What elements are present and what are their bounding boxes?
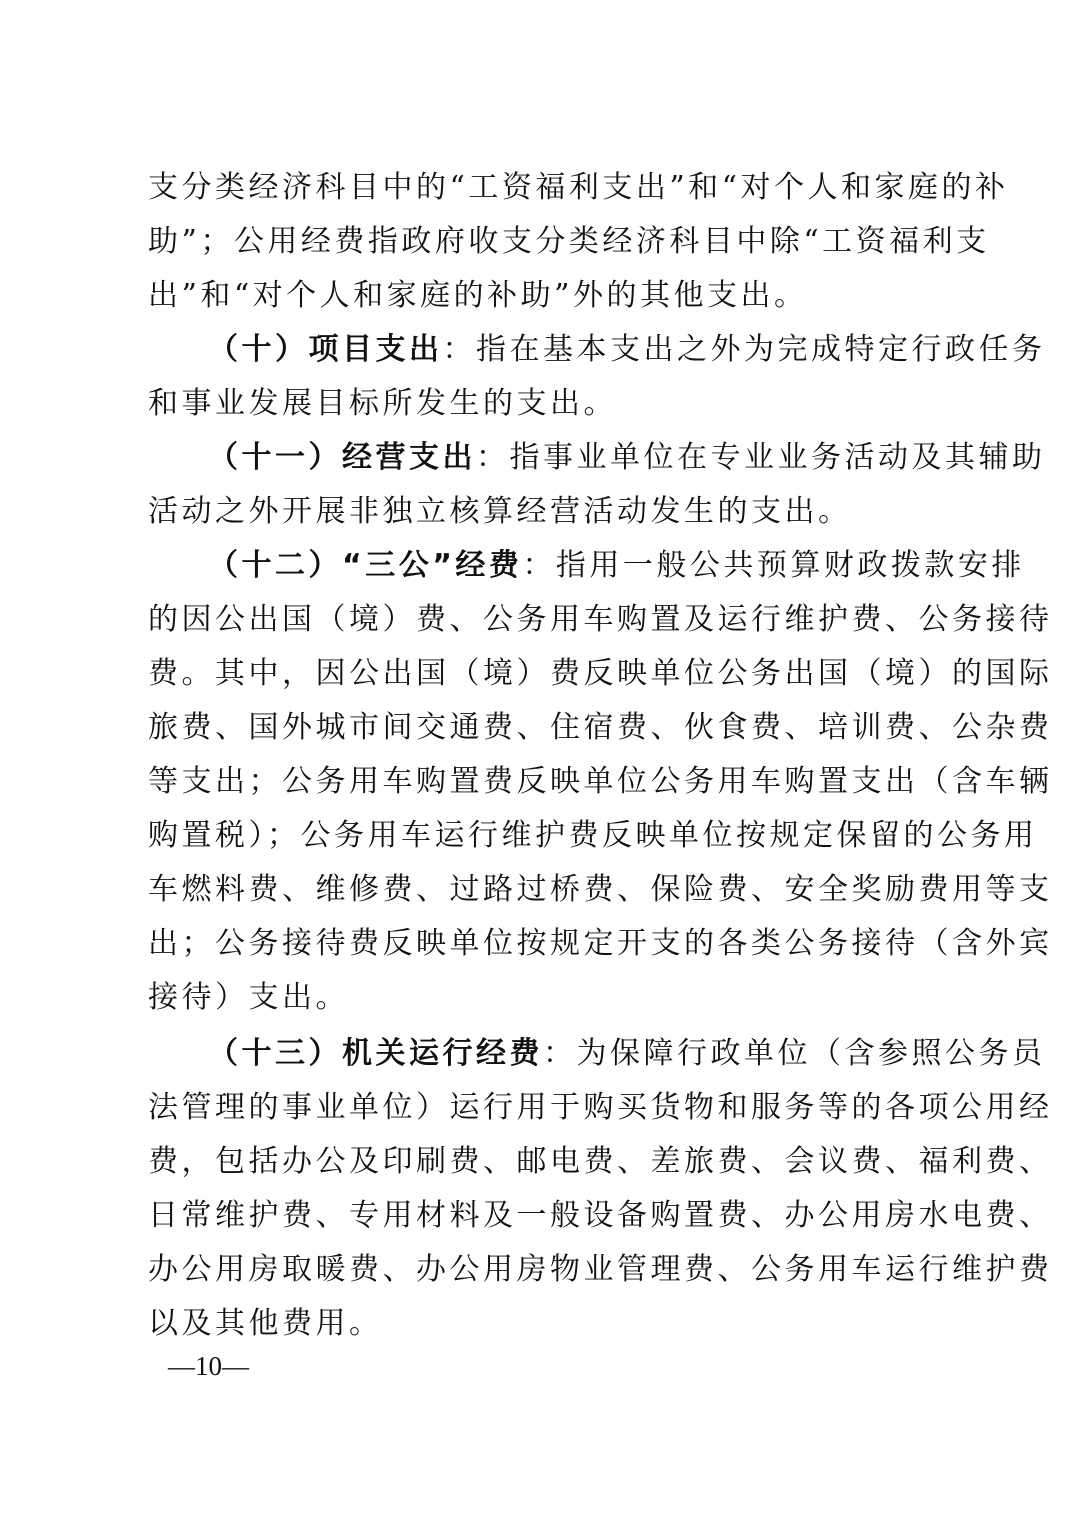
text-line: 和事业发展目标所发生的支出。	[148, 386, 617, 421]
text-line: 车燃料费、维修费、过路过桥费、保险费、安全奖励费用等支	[148, 872, 1053, 907]
text-line: 以及其他费用。	[148, 1306, 383, 1341]
text-line: 助”；公用经费指政府收支分类经济科目中除“工资福利支	[148, 224, 990, 259]
section-11-text: ：指事业单位在专业业务活动及其辅助	[476, 440, 1046, 475]
text-line: 活动之外开展非独立核算经营活动发生的支出。	[148, 494, 852, 529]
text-line: 费，包括办公及印刷费、邮电费、差旅费、会议费、福利费、	[148, 1144, 1053, 1179]
text-line: 购置税）；公务用车运行维护费反映单位按规定保留的公务用	[148, 818, 1038, 853]
text-line: 日常维护费、专用材料及一般设备购置费、办公用房水电费、	[148, 1198, 1053, 1233]
section-10-text: ：指在基本支出之外为完成特定行政任务	[442, 332, 1046, 367]
section-12-text: ：指用一般公共预算财政拨款安排	[522, 548, 1025, 583]
text-line: 旅费、国外城市间交通费、住宿费、伙食费、培训费、公杂费	[148, 710, 1053, 745]
section-11-heading: （十一）经营支出	[208, 440, 476, 475]
text-line: 出”和“对个人和家庭的补助”外的其他支出。	[148, 278, 808, 313]
section-13-line	[208, 1034, 1046, 1074]
text-line: 等支出；公务用车购置费反映单位公务用车购置支出（含车辆	[148, 764, 1053, 799]
text-line: 出；公务接待费反映单位按规定开支的各类公务接待（含外宾	[148, 926, 1053, 961]
section-13-text: ：为保障行政单位（含参照公务员	[543, 1036, 1046, 1071]
section-12-heading: （十二）“三公”经费	[208, 548, 523, 583]
text-line: 法管理的事业单位）运行用于购买货物和服务等的各项公用经	[148, 1090, 1053, 1125]
text-line: 接待）支出。	[148, 980, 349, 1015]
text-line: 费。其中，因公出国（境）费反映单位公务出国（境）的国际	[148, 656, 1053, 691]
section-12-line	[208, 546, 1025, 586]
section-10-heading: （十）项目支出	[208, 332, 443, 367]
text-line: 的因公出国（境）费、公务用车购置及运行维护费、公务接待	[148, 602, 1053, 637]
section-13-heading: （十三）机关运行经费	[208, 1036, 543, 1071]
page-number: —10—	[168, 1351, 249, 1381]
text-line: 办公用房取暖费、办公用房物业管理费、公务用车运行维护费	[148, 1252, 1053, 1287]
text-line: 支分类经济科目中的“工资福利支出”和“对个人和家庭的补	[148, 170, 1009, 205]
section-11-line	[208, 438, 1046, 478]
section-10-line	[208, 330, 1046, 370]
